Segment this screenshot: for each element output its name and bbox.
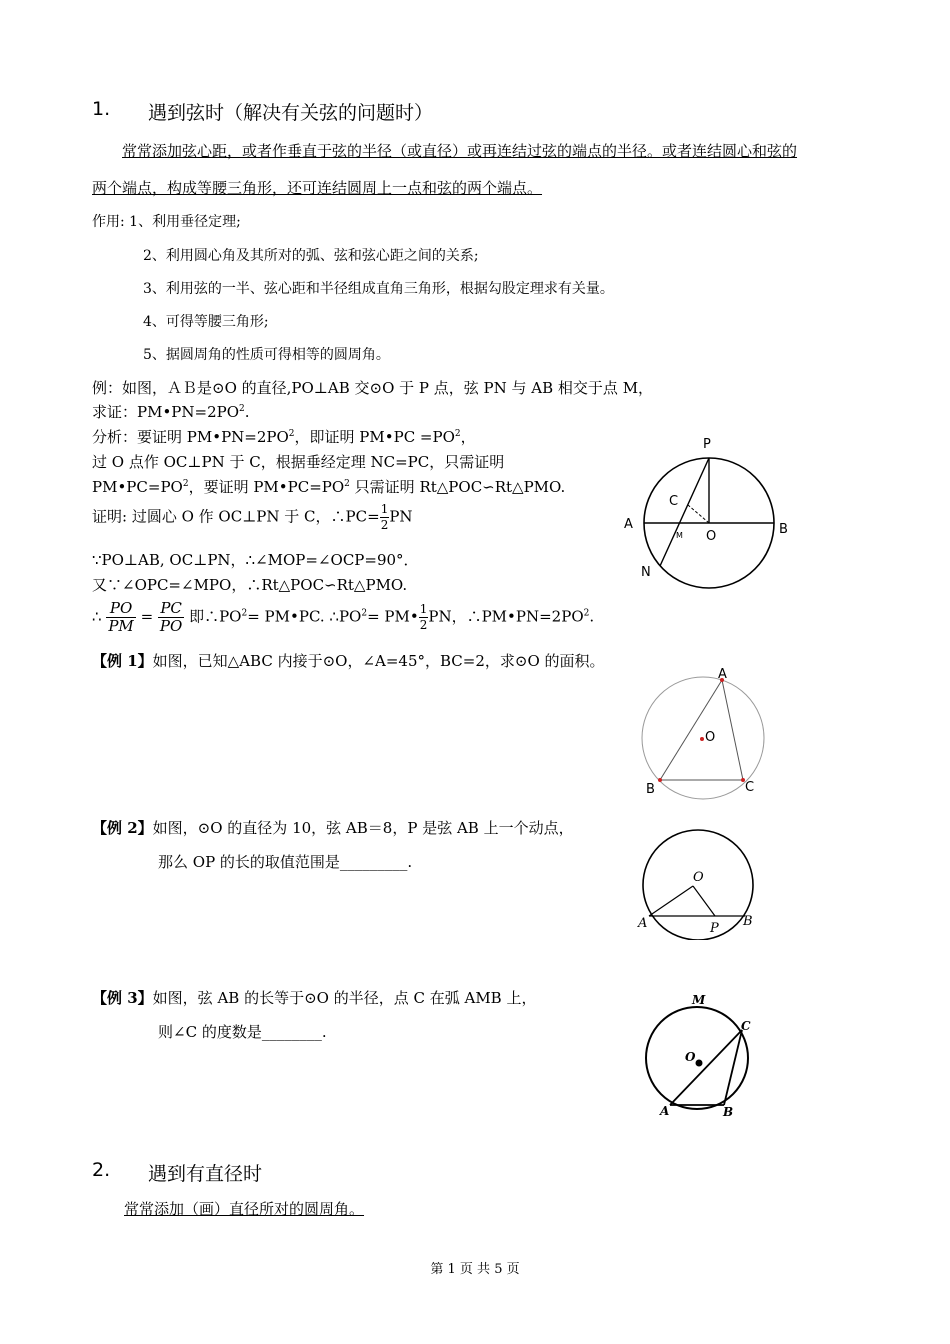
label-n: N xyxy=(641,565,651,580)
ex2-line1: 【例 2】如图，⊙O 的直径为 10，弦 AB＝8，P 是弦 AB 上一个动点， xyxy=(92,819,574,837)
section1-intro-line1: 常常添加弦心距，或者作垂直于弦的半径（或直径）或再连结过弦的端点的半径。或者连结圆心和弦的 xyxy=(122,142,798,160)
label-b: B xyxy=(779,522,788,537)
analysis-line2: 过 O 点作 OC⊥PN 于 C，根据垂经定理 NC=PC，只需证明 xyxy=(92,453,505,471)
point-o xyxy=(700,737,704,741)
label-o: O xyxy=(706,529,717,544)
circle-o xyxy=(643,830,753,940)
example-line2: 求证：$PM•PN=2PO^2$. xyxy=(92,403,250,421)
label-p: P xyxy=(703,437,711,452)
label-o: O xyxy=(693,870,704,885)
fraction-po-pm: $\frac{PO}{PM}$ xyxy=(108,599,134,635)
figure-ex2 xyxy=(630,825,765,940)
ex2-line2: 那么 OP 的长的取值范围是_________. xyxy=(158,853,413,871)
ex1-line: 【例 1】如图，已知△ABC 内接于⊙O，∠A=45°，BC=2，求⊙O 的面积。 xyxy=(92,652,605,670)
page-footer: 第 1 页 共 5 页 xyxy=(430,1262,520,1277)
section2-title: 遇到有直径时 xyxy=(148,1163,263,1185)
analysis-line3: $PM•PC=PO^2$，要证明 $PM•PC=PO^2$ 只需证明 Rt△POC∽Rt△PMO. xyxy=(92,478,566,496)
section1-number: 1. xyxy=(92,98,111,120)
chord-pn xyxy=(660,458,709,566)
label-c: C xyxy=(745,780,755,795)
chord-ac xyxy=(670,1030,742,1105)
label-c: C xyxy=(669,494,679,509)
label-m: M xyxy=(676,531,683,540)
label-b: B xyxy=(723,1105,734,1119)
label-a: A xyxy=(638,916,648,931)
segment-op xyxy=(693,886,715,916)
label-a: A xyxy=(718,667,727,682)
side-ca xyxy=(722,680,743,780)
label-p: P xyxy=(710,921,719,936)
proof-line3: 又∵∠OPC=∠MPO，∴Rt△POC∽Rt△PMO. xyxy=(92,576,408,594)
section1-intro-line2: 两个端点，构成等腰三角形，还可连结圆周上一点和弦的两个端点。 xyxy=(92,179,543,197)
example-line1: 例：如图，ＡＢ是⊙O 的直径,PO⊥AB 交⊙O 于 P 点，弦 PN 与 AB 相交于点 M， xyxy=(92,379,654,397)
proof-line2: ∵PO⊥AB, OC⊥PN，∴∠MOP=∠OCP=90°． xyxy=(92,551,419,569)
fraction-half: $\frac{1}{2}$ xyxy=(419,602,428,632)
circle-o xyxy=(646,1007,748,1109)
proof-line1: 证明: 过圆心 O 作 OC⊥PN 于 C，∴PC= $\frac{1}{2}$ PN xyxy=(92,502,413,532)
segment-oa xyxy=(649,886,693,916)
figure-ex1 xyxy=(635,665,780,805)
label-m: M xyxy=(692,993,706,1007)
use-item: 5、据圆周角的性质可得相等的圆周角。 xyxy=(143,347,390,363)
use-item: 3、利用弦的一半、弦心距和半径组成直角三角形，根据勾股定理求有关量。 xyxy=(143,281,614,297)
label-o: O xyxy=(705,730,716,745)
label-b: B xyxy=(743,914,753,929)
proof-line4: ∴ $\frac{PO}{PM}$ = $\frac{PC}{PO}$ 即$\therefore PO^2=$ PM•PC. $\therefore PO^2=$ PM• $\frac{1}{2}$ PN，$\therefore PM•PN=2PO^2$. xyxy=(92,599,595,635)
fraction-pc-po: $\frac{PC}{PO}$ xyxy=(159,599,183,635)
uses-label: 作用: 1、利用垂径定理; xyxy=(92,214,241,230)
label-o: O xyxy=(685,1050,696,1064)
label-a: A xyxy=(660,1104,670,1118)
section2-intro: 常常添加（画）直径所对的圆周角。 xyxy=(124,1200,365,1218)
use-item: 4、可得等腰三角形; xyxy=(143,314,269,330)
point-b xyxy=(658,778,662,782)
section2-number: 2. xyxy=(92,1159,111,1181)
center-o xyxy=(696,1060,703,1067)
ex3-line2: 则∠C 的度数是________. xyxy=(158,1023,327,1041)
label-c: C xyxy=(741,1019,751,1033)
use-item: 2、利用圆心角及其所对的弧、弦和弦心距之间的关系; xyxy=(143,248,479,264)
label-a: A xyxy=(624,517,633,532)
figure-ex3 xyxy=(637,990,772,1120)
segment-oc xyxy=(688,505,709,523)
analysis-line1: 分析：要证明 $PM•PN=2PO^2$，即证明 PM•PC $=PO^2$， xyxy=(92,428,476,446)
figure-diameter-chord xyxy=(615,430,800,600)
ex3-line1: 【例 3】如图，弦 AB 的长等于⊙O 的半径，点 C 在弧 AMB 上， xyxy=(92,989,537,1007)
section1-title: 遇到弦时（解决有关弦的问题时） xyxy=(148,102,434,124)
label-b: B xyxy=(646,782,655,797)
fraction-half: $\frac{1}{2}$ xyxy=(380,502,389,532)
